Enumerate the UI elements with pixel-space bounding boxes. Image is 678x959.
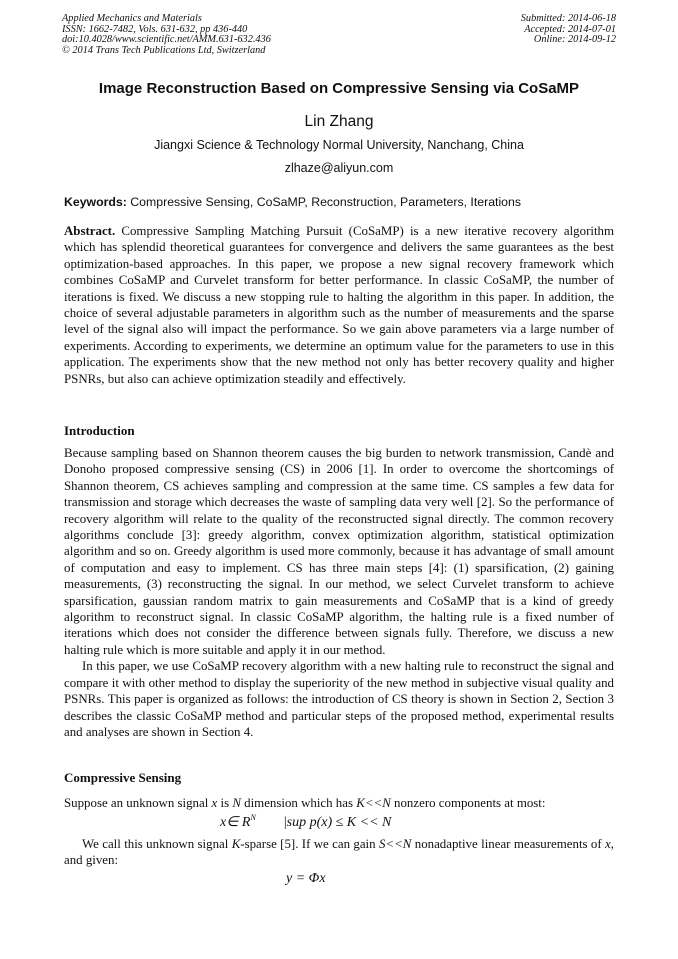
author-name: Lin Zhang: [304, 113, 374, 130]
online-date: Online: 2014-09-12: [533, 34, 616, 46]
cs-text: nonzero components at most:: [390, 796, 546, 810]
cs-text: We call this unknown signal: [82, 837, 232, 851]
math-s-ll-n: S<<N: [378, 837, 412, 851]
introduction-paragraph-1: Because sampling based on Shannon theorem causes the big burden to network transmission, Candè and Donoho proposed compressive sensing (CS) in 2006 [1]. In order to overcome the shortcomings of Shannon theorem, CS achieves sampling and compression at the same time. CS samples a few data for transmission and storage which decreases the waste of sampling data very well [2]. So the performance of recovery algorithm will relate to the quality of the reconstructed signal directly. The common recovery algorithms conclude [3]: greedy algorithm, convex optimization algorithm, statistical optimization algorithm and so on. Greedy algorithm is used more commonly, because it has advantage of small amount of computation and easy to implement. CS has three main steps [4]: (1) sparsification, (2) gaining measurements, (3) reconstructing the signal. In our method, we select Curvelet transform to achieve sparsification, gaussian random matrix to gain measurements and CoSaMP that is a kind of greedy algorithm to reconstruct signal. In classic CoSaMP algorithm, the halting rule is a fixed number of iterations which does not consider the difference between signals fully. Therefore, we discuss a new halting rule which is more suitable and apply it in our method.: [64, 446, 614, 657]
equation-measurement: y = Φx: [286, 871, 326, 886]
author-affiliation: Jiangxi Science & Technology Normal University, Nanchang, China: [154, 138, 524, 152]
author-email: zlhaze@aliyun.com: [284, 161, 394, 175]
math-x: x: [605, 837, 611, 851]
abstract-text: Compressive Sampling Matching Pursuit (CoSaMP) is a new iterative recovery algorithm which has splendid theoretical guarantees for convergence and delivers the same guarantees as the best optimization-based approaches. In this paper, we propose a new signal recovery framework which combines CoSaMP and Curvelet transform for better performance. In classic CoSaMP, the number of iterations is fixed. We discuss a new stopping rule to halting the algorithm in this paper. In addition, the choice of several adjustable parameters in algorithm such as the number of measurements and the sparse level of the signal also will impact the performance. So we gain above parameters via a large number of experiments. According to experiments, we determine an optimum value for the parameters to use in this application. The experiments show that the new method not only has better recovery quality and higher PSNRs, but also can achieve optimization steadily and effectively.: [64, 224, 614, 386]
equation-superscript: N: [250, 813, 256, 822]
equation-support-bound: sup p(x) ≤ K << N: [286, 815, 392, 830]
cs-paragraph-1: [64, 795, 614, 811]
abstract: [64, 223, 614, 387]
equation-sparsity: [220, 813, 391, 831]
cs-paragraph-2: [64, 836, 614, 869]
equation-bar: |: [283, 815, 287, 830]
keywords-text: Compressive Sensing, CoSaMP, Reconstruction, Parameters, Iterations: [130, 195, 522, 209]
paper-title: Image Reconstruction Based on Compressive Sensing via CoSaMP: [98, 80, 580, 97]
math-k: K: [231, 837, 241, 851]
introduction-heading: Introduction: [64, 423, 135, 438]
cs-text: dimension which has: [240, 796, 357, 810]
doi-line: doi:10.4028/www.scientific.net/AMM.631-632.436: [62, 34, 271, 46]
cs-text: , and given:: [64, 837, 614, 868]
introduction-section: [64, 445, 614, 740]
keywords: [64, 195, 616, 209]
header-left: [62, 14, 271, 56]
introduction-paragraph-2: In this paper, we use CoSaMP recovery algorithm with a new halting rule to reconstruct the signal and compare it with other method to display the superiority of the new method in subjective visual quality and PSNRs. This paper is organized as follows: the introduction of CS theory is shown in Section 2, Section 3 describes the classic CoSaMP method and particular steps of the proposed method, experimental results and analyses are shown in Section 4.: [64, 659, 614, 739]
cs-text: Suppose an unknown signal: [64, 796, 212, 810]
math-x: x: [211, 796, 218, 810]
keywords-label: Keywords:: [64, 195, 127, 209]
cs-text: is: [217, 796, 233, 810]
issn-line: ISSN: 1662-7482, Vols. 631-632, pp 436-440: [62, 23, 248, 35]
math-k-ll-n: K<<N: [356, 796, 391, 810]
submitted-date: Submitted: 2014-06-18: [520, 13, 616, 24]
copyright-line: © 2014 Trans Tech Publications Ltd, Switzerland: [62, 44, 266, 56]
abstract-label: Abstract.: [64, 224, 116, 238]
cs-text: nonadaptive linear measurements of: [411, 837, 606, 851]
math-n: N: [232, 796, 241, 810]
header-right: [521, 14, 616, 46]
equation-set-membership: x∈ R: [220, 815, 251, 830]
compressive-sensing-heading: Compressive Sensing: [64, 770, 182, 785]
journal-name: Applied Mechanics and Materials: [62, 13, 202, 24]
accepted-date: Accepted: 2014-07-01: [524, 23, 616, 35]
cs-text: -sparse [5]. If we can gain: [240, 837, 379, 851]
